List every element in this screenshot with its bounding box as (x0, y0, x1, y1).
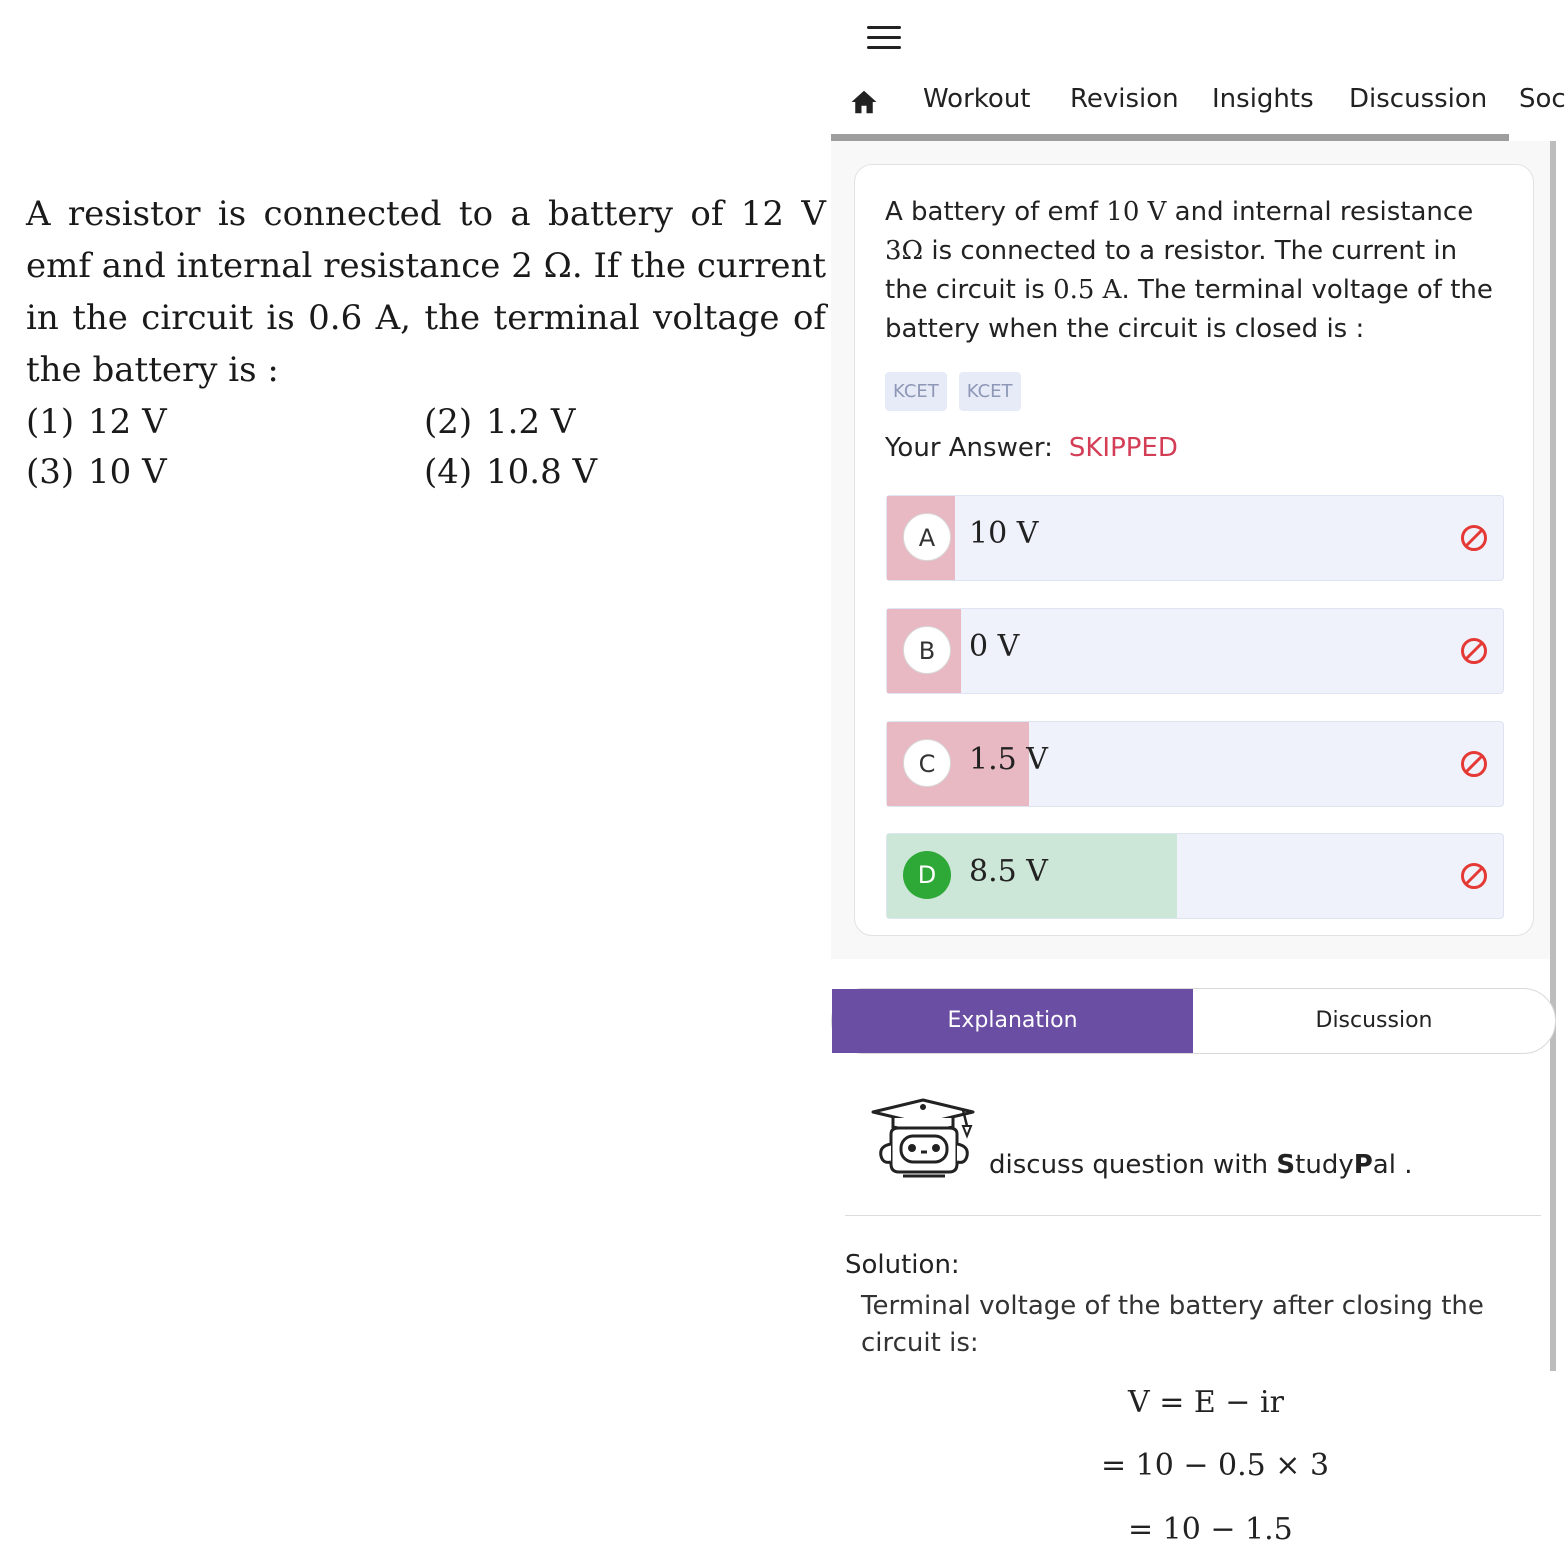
tab-insights[interactable]: Insights (1212, 84, 1314, 114)
hamburger-icon[interactable] (867, 26, 901, 50)
option-text: 10 V (969, 516, 1039, 551)
equation-line: = 10 − 0.5 × 3 (1101, 1448, 1330, 1483)
question-area (831, 141, 1556, 959)
question-text: A battery of emf 10 V and internal resistance 3Ω is connected to a resistor. The current in the circuit is 0.5 A. The terminal voltage of the battery when the circuit is closed is : (885, 197, 1493, 344)
tab-discussion-lower[interactable]: Discussion (1315, 1008, 1433, 1033)
tab-workout[interactable]: Workout (923, 84, 1031, 114)
question-image (26, 188, 826, 496)
solution-text: Terminal voltage of the battery after closing the circuit is: (861, 1291, 1484, 1358)
answer-option-b[interactable] (886, 608, 1504, 694)
equation-line: = 10 − 1.5 (1128, 1512, 1293, 1547)
question-options (26, 396, 826, 496)
exam-tag[interactable]: KCET (885, 372, 947, 411)
option-text: 1.5 V (969, 742, 1048, 777)
question-stem: A resistor is connected to a battery of 12 V emf and internal resistance 2 Ω. If the current in the circuit is 0.6 A, the terminal voltage of the battery is : (26, 194, 826, 390)
option-letter: B (903, 626, 951, 674)
robot-graduate-icon[interactable] (871, 1094, 977, 1180)
option-3: (3) 10 V (26, 452, 167, 492)
studypal-prompt[interactable]: discuss question with StudyPal . (989, 1150, 1413, 1180)
skipped-icon (1459, 636, 1489, 666)
tab-revision[interactable]: Revision (1070, 84, 1179, 114)
equation-line: V = E − ir (1128, 1385, 1284, 1420)
divider (845, 1215, 1541, 1216)
top-nav (831, 76, 1566, 136)
option-letter: D (903, 851, 951, 899)
option-1: (1) 12 V (26, 402, 167, 442)
exam-tags (885, 372, 1033, 411)
skipped-icon (1459, 861, 1489, 891)
answer-status: SKIPPED (1068, 433, 1178, 463)
skipped-icon (1459, 749, 1489, 779)
home-icon[interactable] (849, 87, 879, 117)
tab-social[interactable]: Soc (1519, 84, 1566, 114)
option-letter: C (903, 739, 951, 787)
tab-explanation[interactable]: Explanation (832, 989, 1193, 1053)
exam-tag[interactable]: KCET (959, 372, 1021, 411)
your-answer: Your Answer: SKIPPED (885, 433, 1178, 463)
scrollbar[interactable] (1550, 141, 1556, 1371)
skipped-icon (1459, 523, 1489, 553)
question-card (854, 164, 1534, 936)
option-text: 8.5 V (969, 854, 1048, 889)
app-panel (831, 0, 1566, 1568)
option-letter: A (903, 513, 951, 561)
nav-scroll-indicator (831, 134, 1509, 141)
tab-discussion[interactable]: Discussion (1349, 84, 1488, 114)
option-2: (2) 1.2 V (424, 402, 576, 442)
explanation-tabs (831, 988, 1556, 1054)
option-4: (4) 10.8 V (424, 452, 598, 492)
answer-option-d[interactable] (886, 833, 1504, 919)
solution-title: Solution: (845, 1250, 960, 1280)
answer-option-c[interactable] (886, 721, 1504, 807)
answer-option-a[interactable] (886, 495, 1504, 581)
option-text: 0 V (969, 629, 1020, 664)
